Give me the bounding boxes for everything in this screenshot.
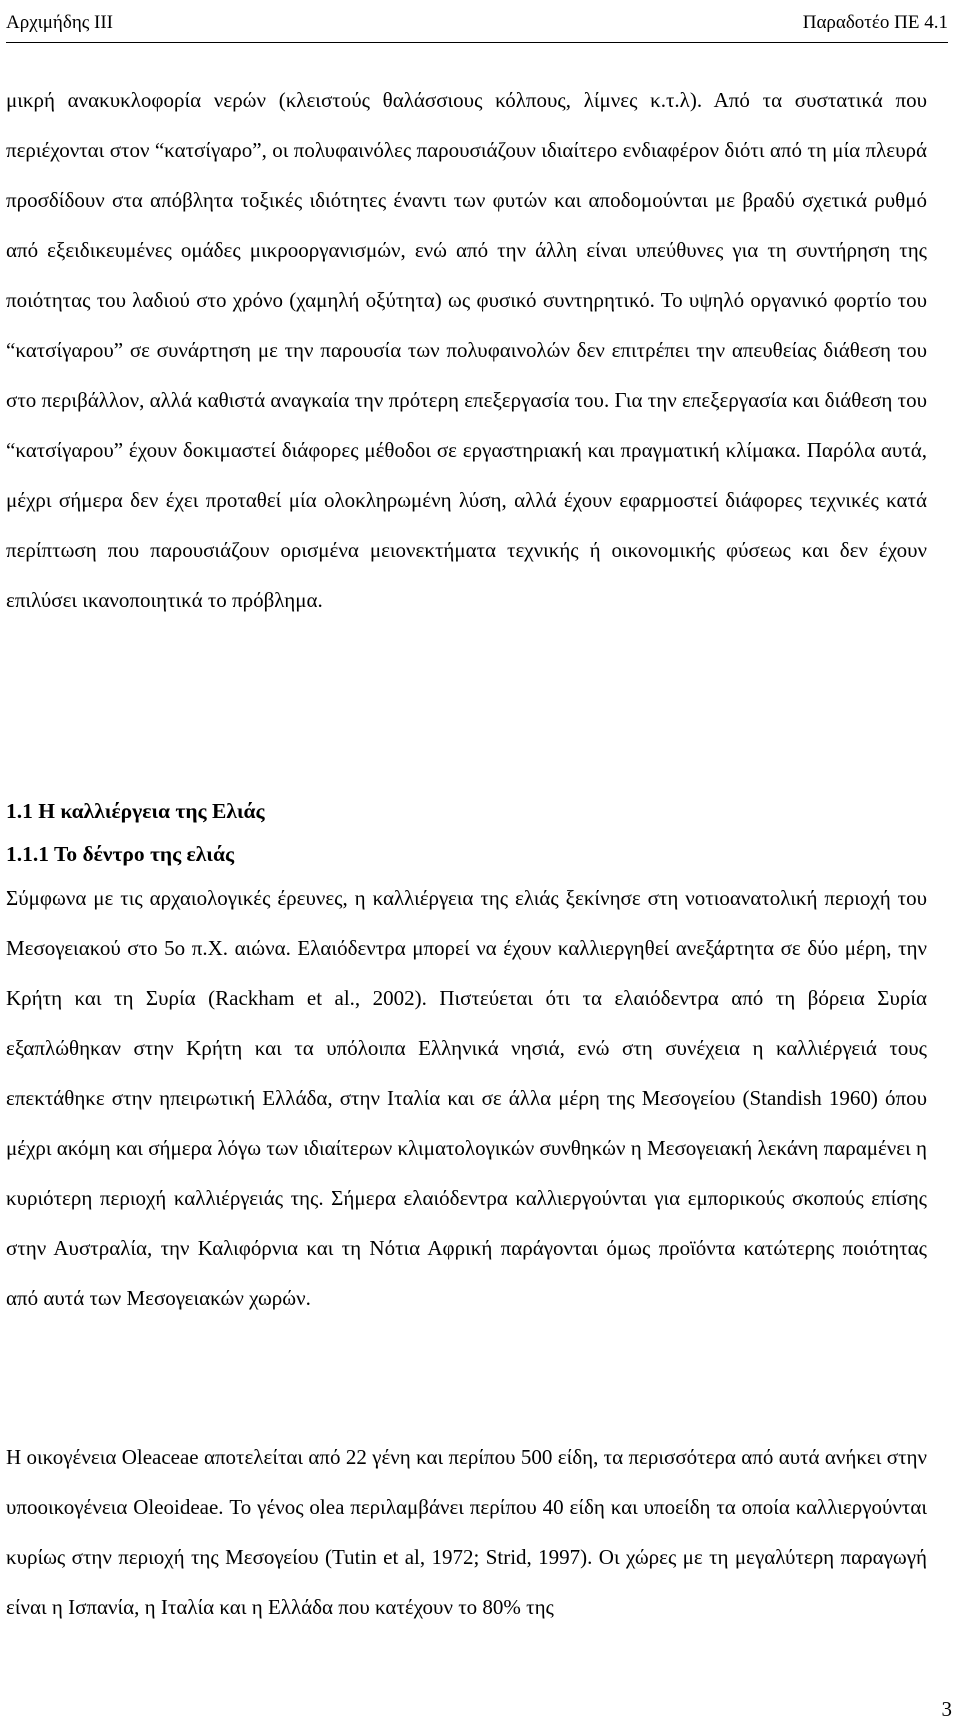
paragraph-text: μικρή ανακυκλοφορία νερών (κλειστούς θαλάσσιους κόλπους, λίμνες κ.τ.λ). Από τα συστατικά που περιέχονται στον “κατσίγαρο”, οι πολυφαινόλες παρουσιάζουν ιδιαίτερο ενδιαφέρον διότι από τη μία πλευρά προσδίδουν στα απόβλητα τοξικές ιδιότητες έναντι των φυτών και αποδομούνται με βραδύ σχετικά ρυθμό από εξειδικευμένες ομάδες μικροοργανισμών, ενώ από την άλλη είναι υπεύθυνες για τη συντήρηση της ποιότητας του λαδιού στο χρόνο (χαμηλή οξύτητα) ως φυσικό συντηρητικό. Το υψηλό οργανικό φορτίο του “κατσίγαρου” σε συνάρτηση με την παρουσία των πολυφαινολών δεν επιτρέπει την απευθείας διάθεση του στο περιβάλλον, αλλά καθιστά αναγκαία την πρότερη επεξεργασία του. Για την επεξεργασία και διάθεση του “κατσίγαρου” έχουν δοκιμαστεί διάφορες μέθοδοι σε εργαστηριακή και πραγματική κλίμακα. Παρόλα αυτά, μέχρι σήμερα δεν έχει προταθεί μία ολοκληρωμένη λύση, αλλά έχουν εφαρμοστεί διάφορες τεχνικές κατά περίπτωση που παρουσιάζουν ορισμένα μειονεκτήματα τεχνικής ή οικονομικής φύσεως και δεν έχουν επιλύσει ικανοποιητικά το πρόβλημα.: [6, 88, 927, 612]
page-number: 3: [941, 1697, 952, 1721]
subsection-heading: 1.1.1 Το δέντρο της ελιάς: [6, 842, 235, 866]
page-header: [6, 0, 948, 43]
paragraph-olive-history: [6, 873, 927, 1323]
header-right-title: Παραδοτέο ΠΕ 4.1: [802, 12, 948, 33]
section-heading: 1.1 Η καλλιέργεια της Ελιάς: [6, 799, 265, 823]
paragraph-text: Η οικογένεια Oleaceae αποτελείται από 22 γένη και περίπου 500 είδη, τα περισσότερα από αυτά ανήκει στην υποοικογένεια Oleoideae. Το γένος olea περιλαμβάνει περίπου 40 είδη και υποείδη τα οποία καλλιεργούνται κυρίως στην περιοχή της Μεσογείου (Tutin et al, 1972; Strid, 1997). Οι χώρες με τη μεγαλύτερη παραγωγή είναι η Ισπανία, η Ιταλία και η Ελλάδα που κατέχουν το 80% της: [6, 1445, 927, 1619]
paragraph-text: Σύμφωνα με τις αρχαιολογικές έρευνες, η καλλιέργεια της ελιάς ξεκίνησε στη νοτιοανατολική περιοχή του Μεσογειακού στο 5ο π.Χ. αιώνα. Ελαιόδεντρα μπορεί να έχουν καλλιεργηθεί ανεξάρτητα σε δύο μέρη, την Κρήτη και τη Συρία (Rackham et al., 2002). Πιστεύεται ότι τα ελαιόδεντρα από τη βόρεια Συρία εξαπλώθηκαν στην Κρήτη και τα υπόλοιπα Ελληνικά νησιά, ενώ στη συνέχεια η καλλιέργειά τους επεκτάθηκε στην ηπειρωτική Ελλάδα, στην Ιταλία και σε άλλα μέρη της Μεσογείου (Standish 1960) όπου μέχρι ακόμη και σήμερα λόγω των ιδιαίτερων κλιματολογικών συνθηκών η Μεσογειακή λεκάνη παραμένει η κυριότερη περιοχή καλλιέργειάς της. Σήμερα ελαιόδεντρα καλλιεργούνται για εμπορικούς σκοπούς επίσης στην Αυστραλία, την Καλιφόρνια και τη Νότια Αφρική παράγονται όμως προϊόντα κατώτερης ποιότητας από αυτά των Μεσογειακών χωρών.: [6, 886, 927, 1310]
paragraph-wastewater: [6, 75, 927, 625]
header-left-title: Αρχιμήδης ΙΙΙ: [6, 12, 114, 33]
paragraph-oleaceae: [6, 1432, 927, 1632]
